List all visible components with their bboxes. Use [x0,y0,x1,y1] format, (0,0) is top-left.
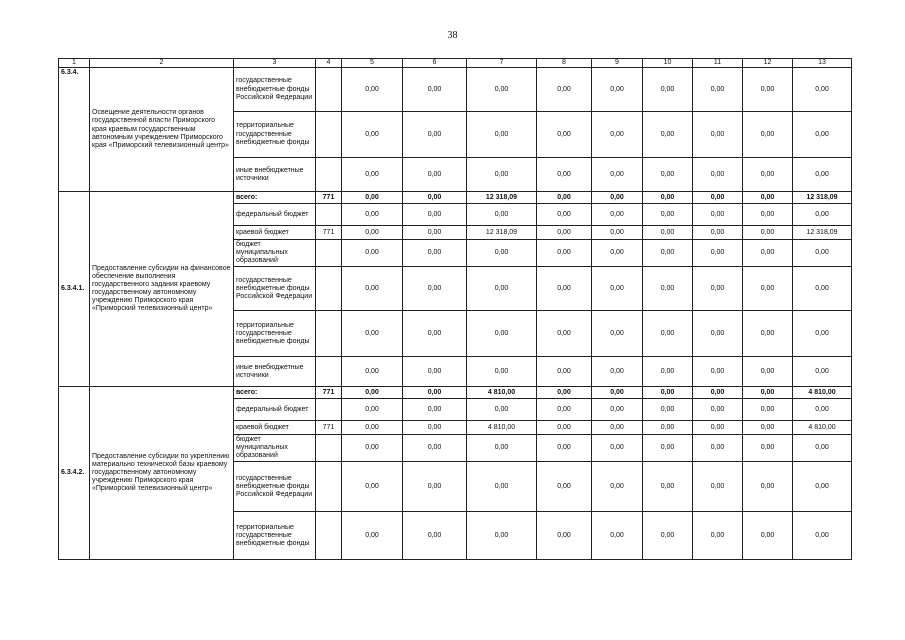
amount-cell: 0,00 [592,435,643,462]
amount-cell: 0,00 [643,158,693,192]
amount-cell: 0,00 [592,399,643,421]
amount-cell: 0,00 [592,158,643,192]
amount-cell: 0,00 [342,204,403,226]
amount-cell: 0,00 [793,68,852,112]
col-header-9: 9 [592,59,643,68]
amount-cell: 0,00 [693,204,743,226]
amount-cell: 0,00 [403,357,467,387]
amount-cell: 12 318,09 [467,226,537,240]
amount-cell: 0,00 [342,226,403,240]
amount-cell: 0,00 [592,240,643,267]
amount-cell: 0,00 [537,267,592,311]
col-header-8: 8 [537,59,592,68]
col-header-3: 3 [234,59,316,68]
amount-cell: 0,00 [537,112,592,158]
amount-cell: 0,00 [743,387,793,399]
amount-cell: 0,00 [592,462,643,512]
grbs-code [316,512,342,560]
amount-cell: 0,00 [403,68,467,112]
amount-cell: 0,00 [743,192,793,204]
funding-source: государственные внебюджетные фонды Российской Федерации [234,462,316,512]
amount-cell: 0,00 [537,435,592,462]
funding-source: территориальные государственные внебюджетные фонды [234,512,316,560]
amount-cell: 0,00 [342,387,403,399]
amount-cell: 0,00 [693,357,743,387]
amount-cell: 0,00 [342,462,403,512]
amount-cell: 0,00 [793,462,852,512]
funding-source: иные внебюджетные источники [234,357,316,387]
amount-cell: 0,00 [467,311,537,357]
amount-cell: 0,00 [693,267,743,311]
amount-cell: 0,00 [537,399,592,421]
grbs-code [316,112,342,158]
amount-cell: 0,00 [403,387,467,399]
amount-cell: 0,00 [467,435,537,462]
amount-cell: 0,00 [592,204,643,226]
amount-cell: 0,00 [342,399,403,421]
amount-cell: 0,00 [743,512,793,560]
funding-source: всего: [234,192,316,204]
amount-cell: 0,00 [693,311,743,357]
amount-cell: 0,00 [537,240,592,267]
amount-cell: 0,00 [403,226,467,240]
funding-source: краевой бюджет [234,421,316,435]
amount-cell: 0,00 [743,399,793,421]
funding-source: государственные внебюджетные фонды Российской Федерации [234,68,316,112]
funding-source: государственные внебюджетные фонды Российской Федерации [234,267,316,311]
amount-cell: 0,00 [537,462,592,512]
funding-source: иные внебюджетные источники [234,158,316,192]
amount-cell: 0,00 [693,158,743,192]
amount-cell: 0,00 [743,462,793,512]
amount-cell: 0,00 [592,512,643,560]
col-header-13: 13 [793,59,852,68]
grbs-code [316,357,342,387]
amount-cell: 0,00 [342,311,403,357]
amount-cell: 0,00 [643,357,693,387]
table-row [59,192,852,204]
grbs-code: 771 [316,226,342,240]
amount-cell: 0,00 [643,435,693,462]
funding-source: федеральный бюджет [234,204,316,226]
amount-cell: 0,00 [537,512,592,560]
amount-cell: 0,00 [467,158,537,192]
amount-cell: 0,00 [467,267,537,311]
amount-cell: 0,00 [643,68,693,112]
amount-cell: 0,00 [467,112,537,158]
funding-source: федеральный бюджет [234,399,316,421]
amount-cell: 0,00 [743,435,793,462]
amount-cell: 0,00 [592,267,643,311]
funding-source: территориальные государственные внебюджетные фонды [234,112,316,158]
table-row [59,387,852,399]
amount-cell: 0,00 [592,421,643,435]
item-title: Освещение деятельности органов государственной власти Приморского края краевым государственным автономным учреждением Приморского края «Приморский телевизионный центр» [90,68,234,192]
grbs-code [316,399,342,421]
amount-cell: 0,00 [743,112,793,158]
item-code: 6.3.4. [59,68,90,192]
page-number: 38 [447,30,458,41]
amount-cell: 0,00 [743,267,793,311]
amount-cell: 0,00 [693,435,743,462]
amount-cell: 0,00 [643,240,693,267]
amount-cell: 0,00 [643,192,693,204]
amount-cell: 0,00 [403,267,467,311]
amount-cell: 0,00 [693,112,743,158]
funding-source: краевой бюджет [234,226,316,240]
item-title: Предоставление субсидии по укреплению материально технической базы краевому государственному автономному учреждению Приморского края «Приморский телевизионный центр» [90,387,234,560]
grbs-code [316,462,342,512]
amount-cell: 12 318,09 [793,192,852,204]
amount-cell: 0,00 [643,267,693,311]
amount-cell: 0,00 [592,311,643,357]
amount-cell: 0,00 [537,68,592,112]
amount-cell: 0,00 [342,240,403,267]
col-header-6: 6 [403,59,467,68]
col-header-7: 7 [467,59,537,68]
amount-cell: 0,00 [403,192,467,204]
amount-cell: 0,00 [592,112,643,158]
amount-cell: 0,00 [643,311,693,357]
amount-cell: 0,00 [342,421,403,435]
amount-cell: 0,00 [592,192,643,204]
amount-cell: 0,00 [793,112,852,158]
amount-cell: 0,00 [537,421,592,435]
item-title: Предоставление субсидии на финансовое обеспечение выполнения государственного задания краевому государственному автономному учреждению Приморского края «Приморский телевизионный центр» [90,192,234,387]
grbs-code [316,204,342,226]
amount-cell: 0,00 [342,357,403,387]
grbs-code [316,158,342,192]
amount-cell: 0,00 [403,240,467,267]
amount-cell: 0,00 [342,192,403,204]
amount-cell: 0,00 [342,267,403,311]
amount-cell: 0,00 [342,68,403,112]
amount-cell: 0,00 [743,240,793,267]
budget-table [58,58,852,560]
amount-cell: 0,00 [743,226,793,240]
column-header-row [59,59,852,68]
table-row [59,68,852,112]
grbs-code: 771 [316,387,342,399]
item-code: 6.3.4.2. [59,387,90,560]
amount-cell: 0,00 [403,399,467,421]
amount-cell: 0,00 [793,435,852,462]
amount-cell: 0,00 [793,512,852,560]
funding-source: всего: [234,387,316,399]
amount-cell: 0,00 [743,158,793,192]
amount-cell: 0,00 [693,421,743,435]
funding-source: бюджет муниципальных образований [234,435,316,462]
amount-cell: 0,00 [403,421,467,435]
amount-cell: 0,00 [743,68,793,112]
grbs-code [316,435,342,462]
amount-cell: 0,00 [643,421,693,435]
amount-cell: 0,00 [592,68,643,112]
amount-cell: 0,00 [793,357,852,387]
amount-cell: 0,00 [793,311,852,357]
amount-cell: 0,00 [467,357,537,387]
col-header-5: 5 [342,59,403,68]
item-code: 6.3.4.1. [59,192,90,387]
amount-cell: 0,00 [467,240,537,267]
amount-cell: 0,00 [643,462,693,512]
amount-cell: 0,00 [403,462,467,512]
amount-cell: 0,00 [342,112,403,158]
amount-cell: 0,00 [403,512,467,560]
amount-cell: 0,00 [537,158,592,192]
amount-cell: 4 810,00 [467,387,537,399]
grbs-code [316,267,342,311]
grbs-code: 771 [316,192,342,204]
col-header-1: 1 [59,59,90,68]
col-header-12: 12 [743,59,793,68]
amount-cell: 0,00 [743,357,793,387]
amount-cell: 0,00 [592,357,643,387]
col-header-4: 4 [316,59,342,68]
col-header-11: 11 [693,59,743,68]
amount-cell: 0,00 [403,158,467,192]
grbs-code [316,311,342,357]
grbs-code: 771 [316,421,342,435]
amount-cell: 0,00 [467,204,537,226]
amount-cell: 0,00 [693,68,743,112]
amount-cell: 0,00 [643,512,693,560]
amount-cell: 4 810,00 [793,421,852,435]
amount-cell: 12 318,09 [467,192,537,204]
amount-cell: 0,00 [743,421,793,435]
amount-cell: 0,00 [342,158,403,192]
amount-cell: 0,00 [537,311,592,357]
amount-cell: 0,00 [743,311,793,357]
amount-cell: 0,00 [467,462,537,512]
amount-cell: 0,00 [643,387,693,399]
amount-cell: 0,00 [793,204,852,226]
amount-cell: 0,00 [693,462,743,512]
col-header-10: 10 [643,59,693,68]
amount-cell: 0,00 [403,112,467,158]
amount-cell: 0,00 [693,192,743,204]
amount-cell: 0,00 [342,512,403,560]
amount-cell: 0,00 [467,68,537,112]
amount-cell: 0,00 [537,192,592,204]
amount-cell: 0,00 [537,387,592,399]
amount-cell: 0,00 [693,226,743,240]
amount-cell: 0,00 [592,226,643,240]
amount-cell: 4 810,00 [467,421,537,435]
amount-cell: 0,00 [793,267,852,311]
amount-cell: 0,00 [693,387,743,399]
amount-cell: 0,00 [643,204,693,226]
amount-cell: 0,00 [693,399,743,421]
amount-cell: 0,00 [643,399,693,421]
amount-cell: 0,00 [467,399,537,421]
amount-cell: 0,00 [693,512,743,560]
amount-cell: 0,00 [793,399,852,421]
funding-source: бюджет муниципальных образований [234,240,316,267]
amount-cell: 0,00 [403,204,467,226]
amount-cell: 0,00 [467,512,537,560]
amount-cell: 0,00 [342,435,403,462]
amount-cell: 0,00 [537,357,592,387]
col-header-2: 2 [90,59,234,68]
funding-source: территориальные государственные внебюджетные фонды [234,311,316,357]
amount-cell: 0,00 [643,226,693,240]
amount-cell: 0,00 [537,226,592,240]
amount-cell: 0,00 [793,240,852,267]
amount-cell: 0,00 [592,387,643,399]
amount-cell: 0,00 [403,435,467,462]
amount-cell: 0,00 [693,240,743,267]
amount-cell: 0,00 [403,311,467,357]
amount-cell: 0,00 [643,112,693,158]
grbs-code [316,68,342,112]
amount-cell: 0,00 [743,204,793,226]
grbs-code [316,240,342,267]
amount-cell: 4 810,00 [793,387,852,399]
amount-cell: 0,00 [793,158,852,192]
amount-cell: 0,00 [537,204,592,226]
amount-cell: 12 318,09 [793,226,852,240]
